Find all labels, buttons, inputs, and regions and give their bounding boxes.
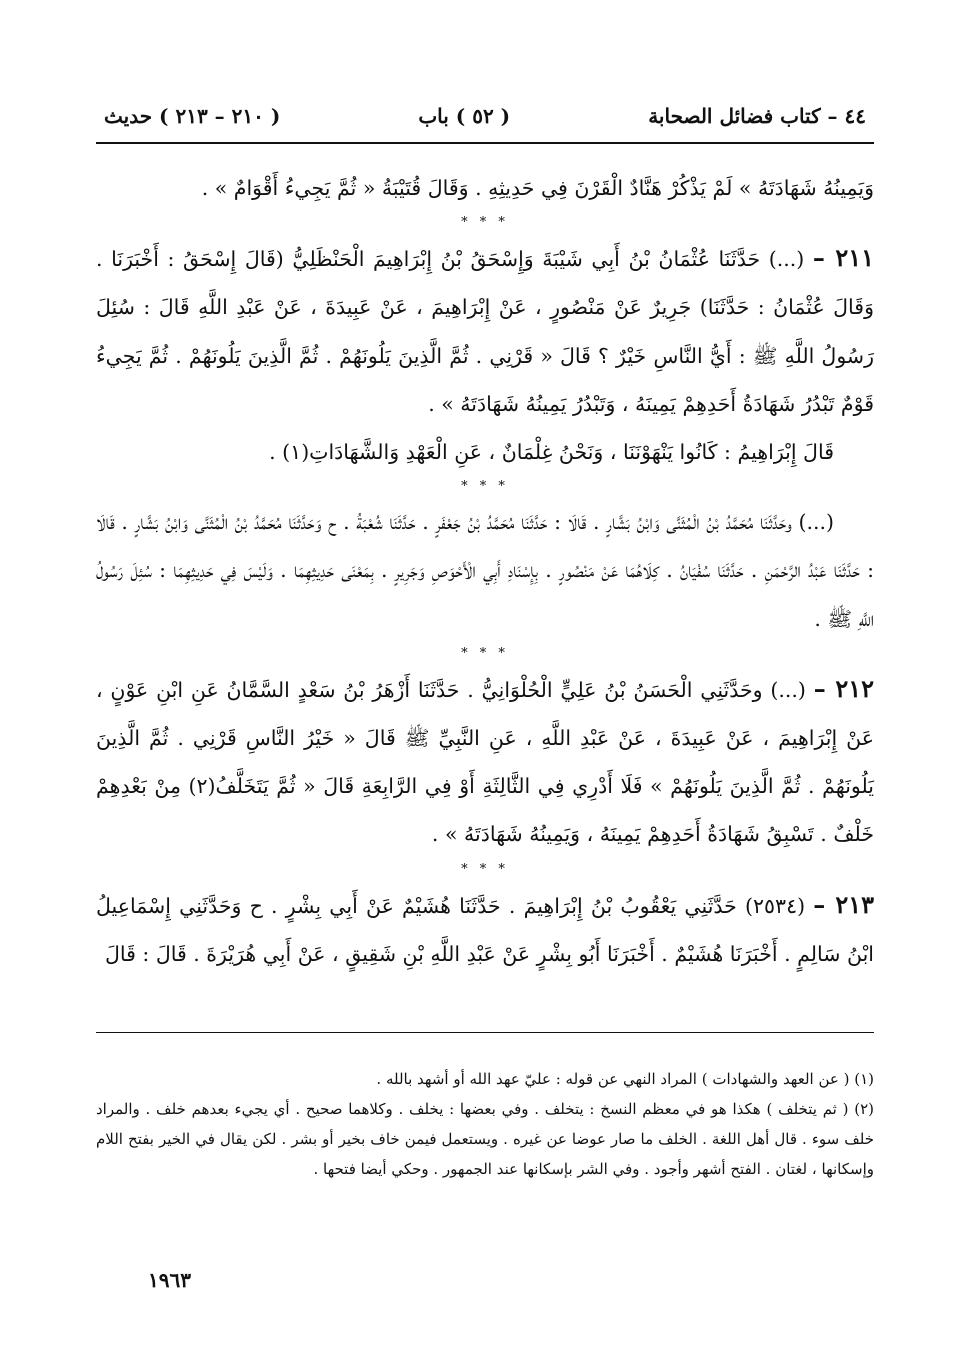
hadith-number: ٢١٣ – — [813, 889, 874, 919]
continuation-paragraph: وَيَمِينُهُ شَهَادَتَهُ » لَمْ يَذْكُرْ هَنَّادٌ الْقَرْنَ فِي حَدِيثِهِ . وَقَالَ قُتَيْبَةُ « ثُمَّ يَجِيءُ أَقْوَامٌ » . — [201, 176, 874, 200]
section-separator: * * * — [461, 215, 509, 231]
hadith-text: (٢٥٣٤) حَدَّثَنِي يَعْقُوبُ بْنُ إِبْرَاهِيمَ . حَدَّثَنَا هُشَيْمٌ عَنْ أَبِي بِشْرٍ . ح وَحَدَّثَنِي إِسْمَاعِيلُ ابْنُ سَالِمٍ . أَخْبَرَنَا هُشَيْمٌ . أَخْبَرَنَا أَبُو بِشْرٍ عَنْ عَبْدِ اللَّهِ بْنِ شَقِيقٍ ، عَنْ أَبِي هُرَيْرَةَ . قَالَ : قَالَ — [96, 893, 874, 966]
hadith-211-remark: قَالَ إِبْرَاهِيمُ : كَانُوا يَنْهَوْنَنَا ، وَنَحْنُ غِلْمَانٌ ، عَنِ الْعَهْدِ وَالشَّهَادَاتِ(١) . — [269, 440, 834, 465]
footnote-rule — [96, 1032, 874, 1033]
section-separator: * * * — [461, 479, 509, 495]
main-text — [96, 164, 874, 978]
header-chapter: ( ٥٢ ) باب — [418, 104, 511, 128]
section-separator: * * * — [461, 861, 509, 877]
hadith-number: ٢١١ – — [812, 243, 874, 273]
section-separator: * * * — [461, 645, 509, 661]
hadith-text: (...) حَدَّثَنَا عُثْمَانُ بْنُ أَبِي شَيْبَةَ وَإِسْحَقُ بْنُ إِبْرَاهِيمَ الْحَنْظَلِيُّ (قَالَ إِسْحَقُ : أَخْبَرَنَا . وَقَالَ عُثْمَانُ : حَدَّثَنَا) جَرِيرٌ عَنْ مَنْصُورٍ ، عَنْ إِبْرَاهِيمَ ، عَنْ عَبِيدَةَ ، عَنْ عَبْدِ اللَّهِ قَالَ : سُئِلَ رَسُولُ اللَّهِ ﷺ : أَيُّ النَّاسِ خَيْرٌ ؟ قَالَ « قَرْنِي . ثُمَّ الَّذِينَ يَلُونَهُمْ . ثُمَّ الَّذِينَ يَلُونَهُمْ . ثُمَّ يَجِيءُ قَوْمٌ تَبْدُرُ شَهَادَةُ أَحَدِهِمْ يَمِينَهُ ، وَتَبْدُرُ يَمِينُهُ شَهَادَتَهُ » . — [96, 247, 874, 416]
footnote-1: (١) ( عن العهد والشهادات ) المراد النهي عن قوله : عليّ عهد الله أو أشهد بالله . — [376, 1070, 874, 1088]
hadith-213 — [96, 881, 874, 978]
hadith-text: (...) وحَدَّثَنِي الْحَسَنُ بْنُ عَلِيٍّ الْحُلْوَانِيُّ . حَدَّثَنَا أَزْهَرُ بْنُ سَعْدٍ السَّمَّانُ عَنِ ابْنِ عَوْنٍ ، عَنْ إِبْرَاهِيمَ ، عَنْ عَبِيدَةَ ، عَنْ عَبْدِ اللَّهِ ، عَنِ النَّبِيِّ ﷺ قَالَ « خَيْرُ النَّاسِ قَرْنِي . ثُمَّ الَّذِينَ يَلُونَهُمْ . ثُمَّ الَّذِينَ يَلُونَهُمْ » فَلَا أَدْرِي فِي الثَّالِثَةِ أَوْ فِي الرَّابِعَةِ قَالَ « ثُمَّ يَتَخَلَّفُ(٢) مِنْ بَعْدِهِمْ خَلْفٌ . تَسْبِقُ شَهَادَةُ أَحَدِهِمْ يَمِينَهُ ، وَيَمِينُهُ شَهَادَتَهُ » . — [96, 677, 874, 847]
book-page — [96, 0, 874, 1345]
header-hadith-range: ( ٢١٠ – ٢١٣ ) حديث — [104, 104, 281, 128]
page-number: ١٩٦٣ — [148, 1268, 191, 1292]
footnotes — [96, 1064, 874, 1184]
hadith-212 — [96, 665, 874, 859]
running-header — [96, 96, 874, 136]
footnote-2: (٢) ( ثم يتخلف ) هكذا هو في معظم النسخ : يتخلف . وفي بعضها : يخلف . وكلاهما صحيح . أي يجيء بعدهم خلف . والمراد خلف سوء . قال أهل اللغة . الخلف ما صار عوضا عن غيره . ويستعمل فيمن خاف بخير أو بشر . لكن يقال في الخير بفتح اللام وإسكانها ، لغتان . الفتح أشهر وأجود . وفي الشر بإسكانها عند الجمهور . وحكي أيضا فتحها . — [96, 1100, 874, 1178]
hadith-number: ٢١٢ – — [813, 673, 874, 703]
hadith-211 — [96, 234, 874, 428]
hadith-211-variant: (...) وحَدَّثَنَا مُحَمَّدُ بْنُ الْمُثَنَّى وَابْنُ بَشَّارٍ . قَالَا : حَدَّثَنَا مُحَمَّدُ بْنُ جَعْفَرٍ . حَدَّثَنَا شُعْبَةُ . ح وَحَدَّثَنَا مُحَمَّدُ بْنُ الْمُثَنَّى وَابْنُ بَشَّارٍ . قَالَا : حَدَّثَنَا عَبْدُ الرَّحْمَنِ . حَدَّثَنَا سُفْيَانُ . كِلَاهُمَا عَنْ مَنْصُورٍ . بِإِسْنَادِ أَبِي الْأَحْوَصِ وَجَرِيرٍ . بِمَعْنَى حَدِيثِهِمَا . وَلَيْسَ فِي حَدِيثِهِمَا : سُئِلَ رَسُولُ اللَّهِ ﷺ . — [96, 510, 874, 631]
header-book-title: ٤٤ – كتاب فضائل الصحابة — [648, 104, 866, 128]
header-rule — [96, 142, 874, 144]
